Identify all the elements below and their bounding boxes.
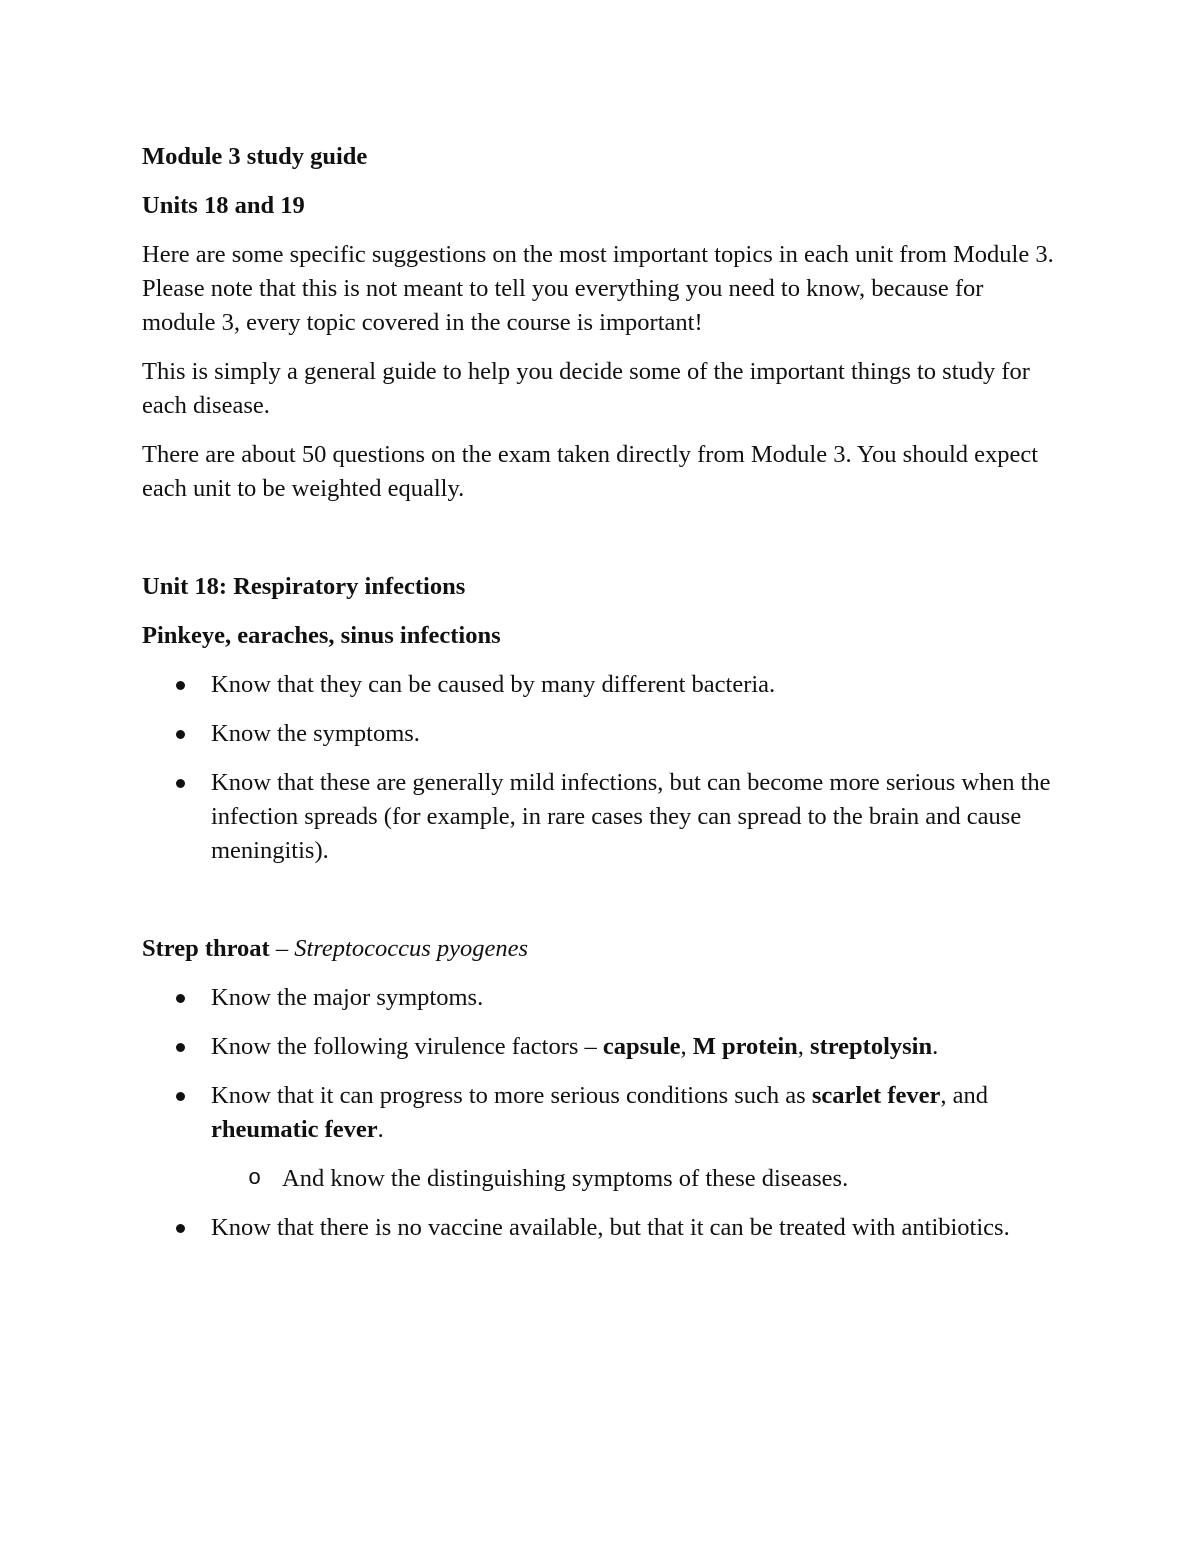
strep-heading-bold: Strep throat <box>142 935 270 962</box>
term-capsule: capsule <box>602 1033 681 1060</box>
list-item-text <box>211 1082 988 1143</box>
term-scarlet-fever: scarlet fever <box>811 1082 941 1109</box>
list-item <box>142 1079 1062 1147</box>
pinkeye-section-heading: Pinkeye, earaches, sinus infections <box>142 622 501 649</box>
section-spacer <box>142 883 1062 932</box>
list-item <box>142 668 1062 702</box>
list-item-text: Know that there is no vaccine available, but that it can be treated with antibiotics. <box>211 1214 1010 1241</box>
term-streptolysin: streptolysin <box>810 1033 933 1060</box>
list-item <box>142 766 1062 868</box>
sub-list-item-text: And know the distinguishing symptoms of these diseases. <box>282 1165 849 1192</box>
bullet-icon <box>176 730 185 739</box>
bullet-icon <box>176 1043 185 1052</box>
list-item-text: Know that they can be caused by many different bacteria. <box>211 671 776 698</box>
list-item-text: Know the major symptoms. <box>211 984 484 1011</box>
sub-list-item <box>142 1162 1062 1196</box>
pinkeye-bullet-list <box>142 668 1062 868</box>
strep-bullet-list <box>142 981 1062 1147</box>
bullet-icon <box>176 1092 185 1101</box>
list-item <box>142 981 1062 1015</box>
list-item-text <box>211 1033 938 1060</box>
list-item-text: Know that these are generally mild infections, but can become more serious when the infection spreads (for example, in rare cases they can spread to the brain and cause meningitis). <box>211 769 1051 864</box>
text-run: Know the following virulence factors – <box>211 1033 603 1060</box>
strep-sub-list <box>142 1162 1062 1196</box>
strep-bullet-list-continued <box>142 1211 1062 1245</box>
bullet-icon <box>176 994 185 1003</box>
text-run: . <box>377 1116 384 1143</box>
section-spacer <box>142 521 1062 570</box>
unit-18-heading: Unit 18: Respiratory infections <box>142 573 466 600</box>
list-item <box>142 1030 1062 1064</box>
bullet-icon <box>176 779 185 788</box>
text-run: Know that it can progress to more serious conditions such as <box>211 1082 812 1109</box>
text-run: , and <box>940 1082 988 1109</box>
intro-paragraph-2: This is simply a general guide to help you decide some of the important things to study for each disease. <box>142 358 1030 419</box>
list-item-text: Know the symptoms. <box>211 720 420 747</box>
term-rheumatic-fever: rheumatic fever <box>211 1116 378 1143</box>
list-item <box>142 717 1062 751</box>
document-body <box>142 140 1062 1260</box>
term-m-protein: M protein <box>692 1033 798 1060</box>
text-run: . <box>932 1033 939 1060</box>
text-run: , <box>797 1033 811 1060</box>
list-item <box>142 1211 1062 1245</box>
strep-heading-separator: – <box>269 935 295 962</box>
circle-bullet-icon: o <box>248 1166 262 1191</box>
intro-paragraph-1: Here are some specific suggestions on the most important topics in each unit from Module 3. Please note that this is not meant to tell you everything you need to know, because for module 3, every topic covered in the course is important! <box>142 241 1054 336</box>
strep-section-heading <box>142 932 1062 966</box>
bullet-icon <box>176 1224 185 1233</box>
strep-heading-organism: Streptococcus pyogenes <box>294 935 529 962</box>
bullet-icon <box>176 681 185 690</box>
document-title: Module 3 study guide <box>142 143 368 170</box>
text-run: , <box>680 1033 693 1060</box>
intro-paragraph-3: There are about 50 questions on the exam taken directly from Module 3. You should expect each unit to be weighted equally. <box>142 441 1039 502</box>
document-subtitle: Units 18 and 19 <box>142 192 305 219</box>
